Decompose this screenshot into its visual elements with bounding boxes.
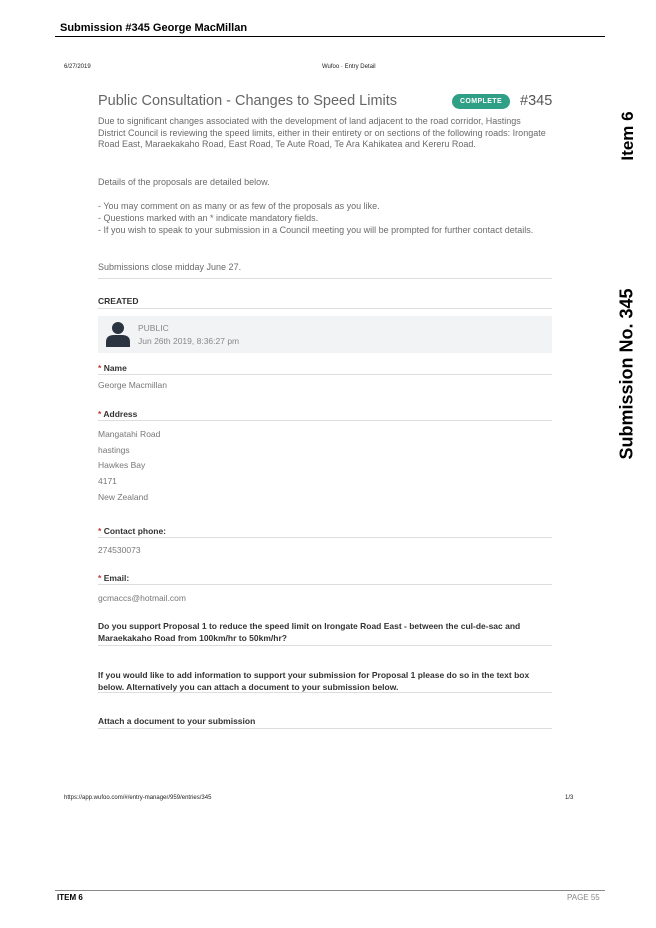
question-attach-document: Attach a document to your submission [98, 716, 256, 726]
address-field-label [98, 409, 137, 419]
required-mark: * [98, 363, 102, 373]
email-value: gcmaccs@hotmail.com [98, 593, 186, 603]
divider [98, 728, 552, 729]
email-label-text: Email: [103, 573, 130, 583]
name-value: George Macmillan [98, 380, 167, 390]
entry-number: #345 [520, 93, 553, 109]
divider [98, 692, 552, 693]
form-details: Details of the proposals are detailed below. [98, 177, 270, 187]
footer-page: PAGE 55 [567, 893, 600, 902]
name-label-text: Name [103, 363, 127, 373]
document-header-title: Submission #345 George MacMillan [60, 22, 248, 34]
name-field-label [98, 363, 127, 373]
created-user: PUBLIC [138, 323, 169, 333]
divider [98, 645, 552, 646]
created-panel [98, 316, 552, 353]
phone-field-label [98, 526, 166, 536]
footer-item: ITEM 6 [57, 893, 83, 902]
created-label: CREATED [98, 296, 139, 306]
print-page-title: Wufoo · Entry Detail [322, 64, 376, 70]
divider [98, 537, 552, 538]
phone-label-text: Contact phone: [103, 526, 167, 536]
divider [98, 584, 552, 585]
side-item-label [618, 102, 638, 170]
address-line: hastings [98, 445, 130, 455]
address-line: Mangatahi Road [98, 429, 161, 439]
address-line: New Zealand [98, 492, 149, 502]
print-url: https://app.wufoo.com/#/entry-manager/959/entries/345 [64, 795, 212, 801]
bullet-item: - If you wish to speak to your submission in a Council meeting you will be prompted for further contact details. [98, 225, 534, 235]
side-submission-text: Submission No. 345 [616, 288, 637, 460]
print-date: 6/27/2019 [64, 64, 91, 70]
divider [98, 374, 552, 375]
status-badge: COMPLETE [452, 94, 510, 109]
side-item-text: Item 6 [618, 111, 637, 161]
print-page-number: 1/3 [565, 795, 574, 801]
required-mark: * [98, 526, 102, 536]
side-submission-label [615, 284, 639, 464]
address-label-text: Address [103, 409, 138, 419]
question-proposal-1-info: If you would like to add information to support your submission for Proposal 1 please do so in the text box below. Alternatively you can attach a document to your submission below. [98, 670, 530, 692]
address-line: Hawkes Bay [98, 460, 146, 470]
divider [98, 278, 552, 279]
question-proposal-1: Do you support Proposal 1 to reduce the speed limit on Irongate Road East - between the cul-de-sac and Maraekakaho Road from 100km/hr to 50km/hr? [98, 621, 521, 643]
form-intro: Due to significant changes associated with the development of land adjacent to the road corridor, Hastings District Council is reviewing the speed limits, either in their entirety or on sections of the following roads: Irongate Road East, Maraekakaho Road, East Road, Te Aute Road, Te Ara Kahikatea and Kereru Road. [98, 116, 546, 149]
required-mark: * [98, 573, 102, 583]
header-divider [55, 36, 605, 37]
form-close-notice: Submissions close midday June 27. [98, 262, 242, 272]
phone-value: 274530073 [98, 545, 141, 555]
required-mark: * [98, 409, 102, 419]
bullet-item: - Questions marked with an * indicate mandatory fields. [98, 213, 319, 223]
divider [98, 308, 552, 309]
bullet-item: - You may comment on as many or as few of the proposals as you like. [98, 201, 380, 211]
address-line: 4171 [98, 476, 117, 486]
email-field-label [98, 573, 129, 583]
created-date: Jun 26th 2019, 8:36:27 pm [138, 336, 240, 346]
footer-divider [55, 890, 605, 891]
form-title: Public Consultation - Changes to Speed Limits [98, 93, 398, 109]
person-icon [106, 321, 130, 347]
divider [98, 420, 552, 421]
